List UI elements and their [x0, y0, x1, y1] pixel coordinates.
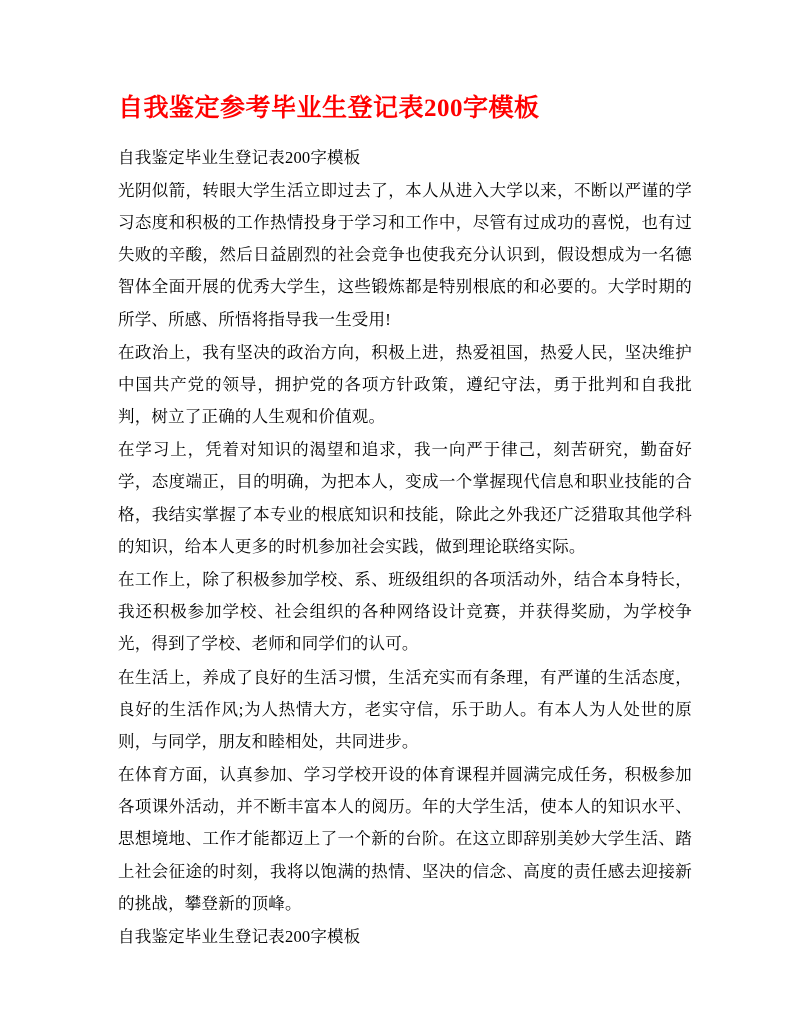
page-title: 自我鉴定参考毕业生登记表200字模板: [118, 95, 540, 122]
paragraph-1: 光阴似箭，转眼大学生活立即过去了，本人从进入大学以来，不断以严谨的学习态度和积极的工作热情投身于学习和工作中，尽管有过成功的喜悦，也有过失败的辛酸，然后日益剧烈的社会竞争也使我充分认识到，假设想成为一名德智体全面开展的优秀大学生，这些锻炼都是特别根底的和必要的。大学时期的所学、所感、所悟将指导我一生受用!: [118, 180, 692, 329]
paragraph-6: 在体育方面，认真参加、学习学校开设的体育课程并圆满完成任务，积极参加各项课外活动，并不断丰富本人的阅历。年的大学生活，使本人的知识水平、思想境地、工作才能都迈上了一个新的台阶。在这立即辞别美妙大学生活、踏上社会征途的时刻，我将以饱满的热情、坚决的信念、高度的责任感去迎接新的挑战，攀登新的顶峰。: [118, 765, 692, 913]
paragraph-intro: 自我鉴定毕业生登记表200字模板: [118, 147, 361, 167]
paragraph-2: 在政治上，我有坚决的政治方向，积极上进，热爱祖国，热爱人民，坚决维护中国共产党的领导，拥护党的各项方针政策，遵纪守法，勇于批判和自我批判，树立了正确的人生观和价值观。: [118, 342, 692, 427]
paragraph-footer: 自我鉴定毕业生登记表200字模板: [118, 926, 361, 946]
paragraph-5: 在生活上，养成了良好的生活习惯，生活充实而有条理，有严谨的生活态度，良好的生活作风;为人热情大方，老实守信，乐于助人。有本人为人处世的原则，与同学，朋友和睦相处，共同进步。: [118, 667, 692, 751]
paragraph-3: 在学习上，凭着对知识的渴望和追求，我一向严于律己，刻苦研究，勤奋好学，态度端正，目的明确，为把本人，变成一个掌握现代信息和职业技能的合格，我结实掌握了本专业的根底知识和技能，除此之外我还广泛猎取其他学科的知识，给本人更多的时机参加社会实践，做到理论联络实际。: [118, 440, 692, 556]
paragraph-4: 在工作上，除了积极参加学校、系、班级组织的各项活动外，结合本身特长，我还积极参加学校、社会组织的各种网络设计竞赛，并获得奖励，为学校争光，得到了学校、老师和同学们的认可。: [118, 569, 692, 654]
